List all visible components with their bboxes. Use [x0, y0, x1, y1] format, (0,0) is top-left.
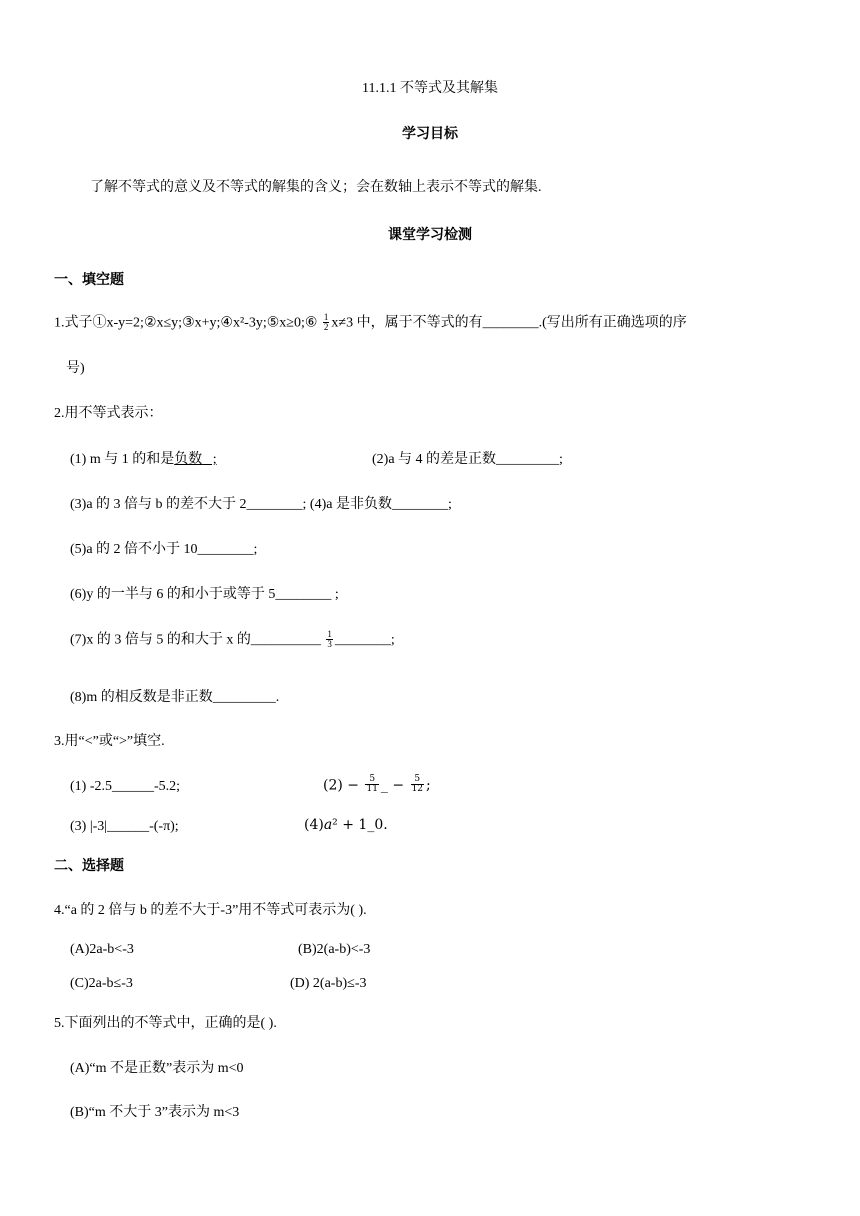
section-heading: 课堂学习检测: [388, 227, 472, 243]
q5-option-b: (B)“m 不大于 3”表示为 m<3: [70, 1105, 240, 1120]
q2-item-7-fraction: $\frac{1}{3}$: [327, 629, 332, 649]
question-2-stem: 2.用不等式表示：: [54, 406, 163, 421]
q2-item-7: (7)x 的 3 倍与 5 的和大于 x 的__________ $\frac{1}{3}$ ________;: [70, 629, 395, 649]
question-5-stem: 5.下面列出的不等式中，正确的是( ).: [54, 1016, 277, 1031]
question-1-cont: 号): [66, 361, 85, 376]
q2-item-2: (2)a 与 4 的差是正数_________;: [372, 452, 563, 467]
objective-text: 了解不等式的意义及不等式的解集的含义；会在数轴上表示不等式的解集.: [90, 180, 542, 195]
q1-text-b: x≠3 中，属于不等式的有________.(写出所有正确选项的序: [331, 315, 687, 331]
objective-heading: 学习目标: [402, 126, 458, 142]
q2-item-1: (1) m 与 1 的和是负数 ;: [70, 452, 217, 467]
q4-option-d: (D) 2(a-b)≤-3: [290, 976, 367, 991]
q3-item-1: (1) -2.5______-5.2;: [70, 779, 181, 794]
question-3-stem: 3.用“<”或“>”填空.: [54, 734, 165, 749]
q3-item-3: (3) |-3|______-(-π);: [70, 819, 179, 834]
question-4-stem: 4.“a 的 2 倍与 b 的差不大于-3”用不等式可表示为( ).: [54, 903, 367, 918]
q1-text-a: 1.式子①x-y=2;②x≤y;③x+y;④x²-3y;⑤x≥0;⑥: [54, 315, 321, 331]
part2-heading: 二、选择题: [54, 858, 124, 874]
q4-option-c: (C)2a-b≤-3: [70, 976, 133, 991]
q4-option-a: (A)2a-b<-3: [70, 942, 134, 957]
q3-item-4: (4)𝑎² + 1_0.: [304, 817, 388, 833]
q2-item-8: (8)m 的相反数是非正数_________.: [70, 690, 280, 705]
q5-option-a: (A)“m 不是正数”表示为 m<0: [70, 1061, 244, 1076]
q2-item-6: (6)y 的一半与 6 的和小于或等于 5________ ;: [70, 587, 339, 602]
q2-item-5: (5)a 的 2 倍不小于 10________;: [70, 542, 258, 557]
q1-fraction: $\frac{1}{2}$: [323, 312, 329, 332]
q3-item-2: (2) − $\frac{5}{11}$ _ − $\frac{5}{12}$ ;: [323, 774, 431, 794]
q4-option-b: (B)2(a-b)<-3: [298, 942, 371, 957]
document-title: 11.1.1 不等式及其解集: [362, 81, 498, 96]
part1-heading: 一、填空题: [54, 272, 124, 288]
question-1: [54, 314, 687, 333]
q2-item-3-4: (3)a 的 3 倍与 b 的差不大于 2________; (4)a 是非负数________;: [70, 497, 452, 512]
